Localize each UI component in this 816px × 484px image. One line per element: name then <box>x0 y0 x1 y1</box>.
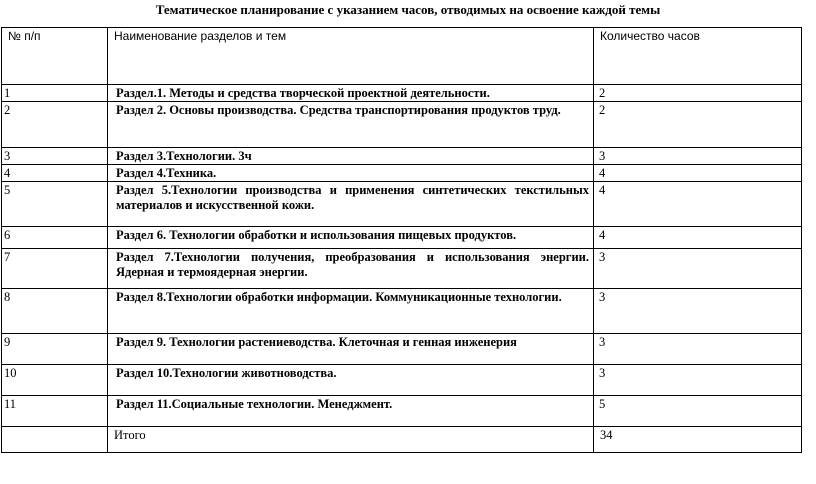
table-row <box>2 227 802 249</box>
table-row <box>2 102 802 148</box>
row-hours: 3 <box>594 249 802 289</box>
row-topic: Раздел 3.Технологии. 3ч <box>108 148 594 165</box>
row-topic: Раздел 10.Технологии животноводства. <box>108 365 594 396</box>
row-hours: 4 <box>594 182 802 227</box>
row-topic: Раздел.1. Методы и средства творческой проектной деятельности. <box>108 85 594 102</box>
row-number: 2 <box>2 102 108 148</box>
row-topic: Раздел 5.Технологии производства и применения синтетических текстильных материалов и искусственной кожи. <box>108 182 594 227</box>
row-hours: 3 <box>594 289 802 334</box>
row-topic: Раздел 9. Технологии растениеводства. Клеточная и генная инженерия <box>108 334 594 365</box>
total-label: Итого <box>108 427 594 453</box>
row-topic: Раздел 2. Основы производства. Средства транспортирования продуктов труд. <box>108 102 594 148</box>
table-row <box>2 165 802 182</box>
row-number: 5 <box>2 182 108 227</box>
row-number: 9 <box>2 334 108 365</box>
header-name: Наименование разделов и тем <box>108 28 594 85</box>
row-hours: 3 <box>594 148 802 165</box>
table-row <box>2 85 802 102</box>
row-number: 3 <box>2 148 108 165</box>
table-row <box>2 289 802 334</box>
thematic-plan-table <box>1 27 802 453</box>
row-hours: 4 <box>594 165 802 182</box>
row-number: 11 <box>2 396 108 427</box>
row-topic: Раздел 7.Технологии получения, преобразования и использования энергии. Ядерная и термоядерная энергии. <box>108 249 594 289</box>
table-row <box>2 249 802 289</box>
row-hours: 2 <box>594 102 802 148</box>
row-topic: Раздел 11.Социальные технологии. Менеджмент. <box>108 396 594 427</box>
row-number: 10 <box>2 365 108 396</box>
table-row <box>2 396 802 427</box>
table-row <box>2 365 802 396</box>
total-row <box>2 427 802 453</box>
total-number-cell <box>2 427 108 453</box>
row-hours: 2 <box>594 85 802 102</box>
row-number: 6 <box>2 227 108 249</box>
row-number: 8 <box>2 289 108 334</box>
table-row <box>2 182 802 227</box>
total-value: 34 <box>594 427 802 453</box>
document-title: Тематическое планирование с указанием часов, отводимых на освоение каждой темы <box>155 2 661 17</box>
row-number: 4 <box>2 165 108 182</box>
row-hours: 5 <box>594 396 802 427</box>
row-hours: 4 <box>594 227 802 249</box>
table-row <box>2 148 802 165</box>
table-header-row <box>2 28 802 85</box>
row-number: 7 <box>2 249 108 289</box>
row-topic: Раздел 8.Технологии обработки информации. Коммуникационные технологии. <box>108 289 594 334</box>
header-hours: Количество часов <box>594 28 802 85</box>
row-hours: 3 <box>594 365 802 396</box>
row-topic: Раздел 6. Технологии обработки и использования пищевых продуктов. <box>108 227 594 249</box>
row-hours: 3 <box>594 334 802 365</box>
table-row <box>2 334 802 365</box>
header-number: № п/п <box>2 28 108 85</box>
row-topic: Раздел 4.Техника. <box>108 165 594 182</box>
row-number: 1 <box>2 85 108 102</box>
